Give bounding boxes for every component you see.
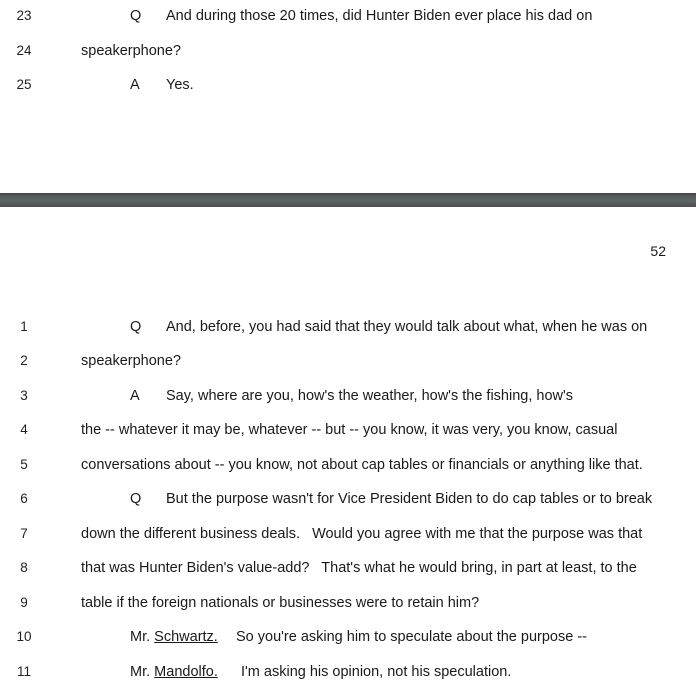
page-number: 52	[650, 243, 666, 259]
speaker-label	[130, 662, 218, 682]
line-text: conversations about -- you know, not about cap tables or financials or anything like that.	[81, 457, 643, 473]
transcript-line	[0, 386, 696, 406]
line-text: table if the foreign nationals or businesses were to retain him?	[81, 595, 480, 611]
transcript-line	[0, 455, 696, 475]
transcript-page-current	[0, 207, 696, 689]
transcript-line	[0, 317, 696, 337]
question-label: Q	[130, 8, 142, 24]
line-text: the -- whatever it may be, whatever -- but -- you know, it was very, you know, casual	[81, 422, 618, 438]
transcript-line	[0, 524, 696, 544]
line-text: But the purpose wasn't for Vice President Biden to do cap tables or to break	[166, 491, 653, 507]
line-text: down the different business deals. Would you agree with me that the purpose was that	[81, 526, 643, 542]
line-number: 8	[20, 560, 28, 575]
transcript-line	[0, 75, 696, 95]
line-text: speakerphone?	[81, 43, 181, 59]
transcript-line	[0, 593, 696, 613]
line-text: that was Hunter Biden's value-add? That's what he would bring, in part at least, to the	[81, 560, 637, 576]
speaker-name: Mandolfo.	[154, 664, 218, 680]
speaker-prefix: Mr.	[130, 664, 155, 680]
line-number: 9	[20, 595, 28, 610]
line-text: And, before, you had said that they would talk about what, when he was on	[166, 319, 648, 335]
transcript-line	[0, 420, 696, 440]
line-number: 6	[20, 491, 28, 506]
speaker-prefix: Mr.	[130, 629, 155, 645]
transcript-line	[0, 351, 696, 371]
line-number: 2	[20, 353, 28, 368]
line-text: Say, where are you, how's the weather, how's the fishing, how's	[166, 388, 574, 404]
transcript-line	[0, 41, 696, 61]
transcript-line	[0, 662, 696, 682]
answer-label: A	[130, 388, 140, 404]
speaker-name: Schwartz.	[154, 629, 218, 645]
line-number: 3	[20, 388, 28, 403]
transcript-line	[0, 627, 696, 647]
line-text: speakerphone?	[81, 353, 181, 369]
line-text: So you're asking him to speculate about the purpose --	[236, 629, 587, 645]
transcript-line	[0, 6, 696, 26]
answer-label: A	[130, 77, 140, 93]
line-number: 23	[16, 8, 32, 23]
line-text: I'm asking his opinion, not his speculation.	[241, 664, 512, 680]
line-number: 4	[20, 422, 28, 437]
line-number: 10	[16, 629, 32, 644]
question-label: Q	[130, 319, 142, 335]
line-number: 5	[20, 457, 28, 472]
question-label: Q	[130, 491, 142, 507]
line-text: Yes.	[166, 77, 194, 93]
line-number: 1	[20, 319, 28, 334]
speaker-label	[130, 627, 218, 647]
transcript-line	[0, 489, 696, 509]
page-separator	[0, 193, 696, 207]
line-number: 11	[16, 664, 31, 679]
transcript-line	[0, 558, 696, 578]
line-text: And during those 20 times, did Hunter Biden ever place his dad on	[166, 8, 593, 24]
line-number: 7	[20, 526, 28, 541]
line-number: 25	[16, 77, 32, 92]
line-number: 24	[16, 43, 32, 58]
transcript-page-previous	[0, 0, 696, 193]
